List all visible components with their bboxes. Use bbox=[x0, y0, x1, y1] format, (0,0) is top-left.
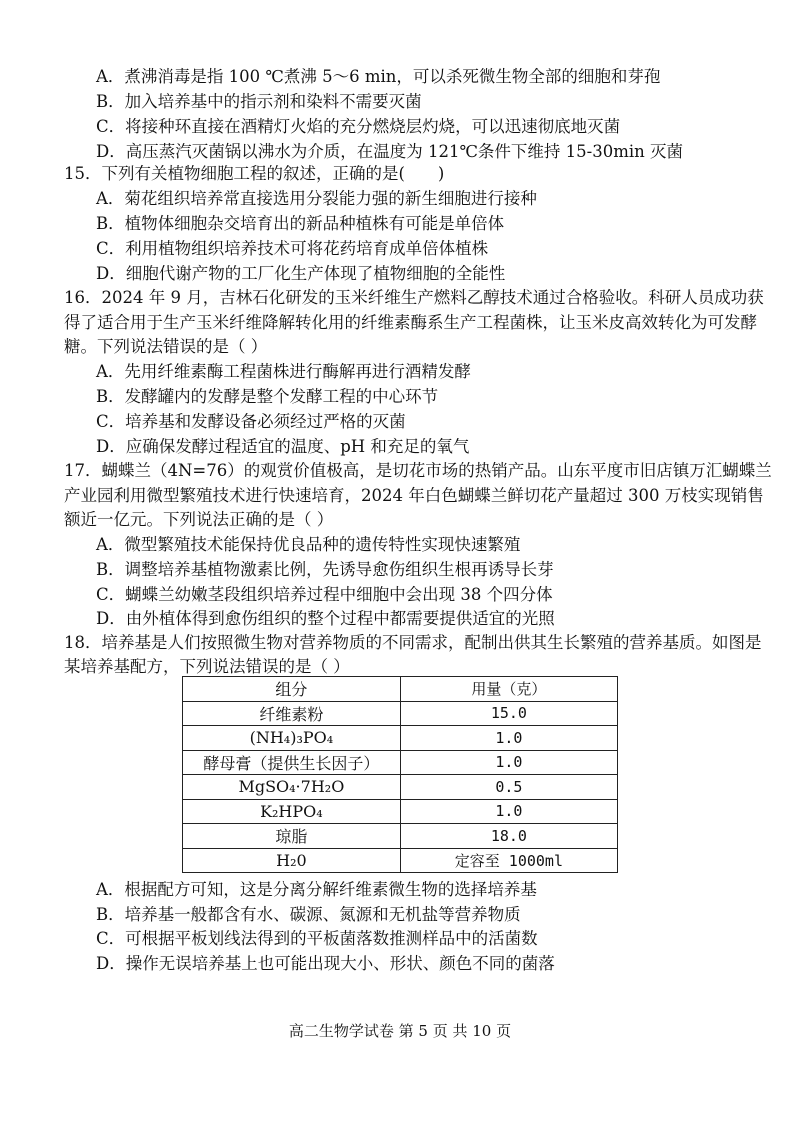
table-cell-amount: 1.0 bbox=[400, 726, 617, 751]
table-row bbox=[183, 750, 618, 775]
q15-option-c: C．利用植物组织培养技术可将花药培育成单倍体植株 bbox=[96, 239, 489, 258]
table-cell-component: MgSO₄·7H₂O bbox=[183, 775, 401, 800]
q15-option-d: D．细胞代谢产物的工厂化生产体现了植物细胞的全能性 bbox=[96, 264, 506, 283]
q16-option-b: B．发酵罐内的发酵是整个发酵工程的中心环节 bbox=[96, 387, 439, 406]
page-footer: 高二生物学试卷 第 5 页 共 10 页 bbox=[288, 1022, 512, 1040]
q14-option-d: D．高压蒸汽灭菌锅以沸水为介质，在温度为 121℃条件下维持 15-30min 灭菌 bbox=[96, 142, 684, 161]
table-cell-component: 琼脂 bbox=[183, 824, 401, 849]
table-cell-amount: 0.5 bbox=[400, 775, 617, 800]
q15-stem: 15．下列有关植物细胞工程的叙述，正确的是( ) bbox=[64, 164, 445, 183]
table-row bbox=[183, 726, 618, 751]
table-cell-component: 纤维素粉 bbox=[183, 701, 401, 726]
q18-stem-line-1: 18．培养基是人们按照微生物对营养物质的不同需求，配制出供其生长繁殖的营养基质。如图是 bbox=[64, 633, 762, 652]
q16-option-a: A．先用纤维素酶工程菌株进行酶解再进行酒精发酵 bbox=[96, 362, 471, 381]
table-cell-component: (NH₄)₃PO₄ bbox=[183, 726, 401, 751]
medium-recipe-table bbox=[182, 676, 618, 873]
table-cell-amount: 18.0 bbox=[400, 824, 617, 849]
table-row bbox=[183, 775, 618, 800]
table-cell-component: K₂HPO₄ bbox=[183, 799, 401, 824]
q18-option-b: B．培养基一般都含有水、碳源、氮源和无机盐等营养物质 bbox=[96, 905, 521, 924]
table-cell-component: 酵母膏（提供生长因子） bbox=[183, 750, 401, 775]
q17-option-d: D．由外植体得到愈伤组织的整个过程中都需要提供适宜的光照 bbox=[96, 609, 555, 628]
q16-option-c: C．培养基和发酵设备必须经过严格的灭菌 bbox=[96, 412, 406, 431]
table-row bbox=[183, 848, 618, 873]
table-cell-amount: 1.0 bbox=[400, 799, 617, 824]
q16-stem-line-2: 得了适合用于生产玉米纤维降解转化用的纤维素酶系生产工程菌株，让玉米皮高效转化为可发酵 bbox=[64, 313, 757, 332]
q14-option-a: A．煮沸消毒是指 100 ℃煮沸 5～6 min，可以杀死微生物全部的细胞和芽孢 bbox=[96, 67, 661, 86]
q16-stem-line-3: 糖。下列说法错误的是（ ） bbox=[64, 337, 268, 356]
q17-option-c: C．蝴蝶兰幼嫩茎段组织培养过程中细胞中会出现 38 个四分体 bbox=[96, 585, 553, 604]
table-cell-amount: 1.0 bbox=[400, 750, 617, 775]
table-cell-amount: 15.0 bbox=[400, 701, 617, 726]
table-header-amount: 用量（克） bbox=[400, 677, 617, 702]
q16-stem-line-1: 16．2024 年 9 月，吉林石化研发的玉米纤维生产燃料乙醇技术通过合格验收。科研人员成功获 bbox=[64, 288, 764, 307]
q16-option-d: D．应确保发酵过程适宜的温度、pH 和充足的氧气 bbox=[96, 437, 470, 456]
table-row bbox=[183, 824, 618, 849]
q18-option-d: D．操作无误培养基上也可能出现大小、形状、颜色不同的菌落 bbox=[96, 954, 555, 973]
table-header-component: 组分 bbox=[183, 677, 401, 702]
table-row bbox=[183, 799, 618, 824]
q14-option-b: B．加入培养基中的指示剂和染料不需要灭菌 bbox=[96, 92, 422, 111]
q14-option-c: C．将接种环直接在酒精灯火焰的充分燃烧层灼烧，可以迅速彻底地灭菌 bbox=[96, 117, 621, 136]
q18-stem-line-2: 某培养基配方，下列说法错误的是（ ） bbox=[64, 657, 350, 676]
q17-stem-line-2: 产业园利用微型繁殖技术进行快速培育，2024 年白色蝴蝶兰鲜切花产量超过 300 万枝实现销售 bbox=[64, 486, 764, 505]
table-cell-amount: 定容至 1000ml bbox=[400, 848, 617, 873]
q15-option-b: B．植物体细胞杂交培育出的新品种植株有可能是单倍体 bbox=[96, 214, 505, 233]
table-row bbox=[183, 701, 618, 726]
q18-option-c: C．可根据平板划线法得到的平板菌落数推测样品中的活菌数 bbox=[96, 929, 538, 948]
q15-option-a: A．菊花组织培养常直接选用分裂能力强的新生细胞进行接种 bbox=[96, 189, 537, 208]
table-cell-component: H₂0 bbox=[183, 848, 401, 873]
q17-stem-line-1: 17．蝴蝶兰（4N=76）的观赏价值极高，是切花市场的热销产品。山东平度市旧店镇万汇蝴蝶兰 bbox=[64, 461, 772, 480]
q18-option-a: A．根据配方可知，这是分离分解纤维素微生物的选择培养基 bbox=[96, 880, 537, 899]
q17-stem-line-3: 额近一亿元。下列说法正确的是（ ） bbox=[64, 510, 334, 529]
table-header-row bbox=[183, 677, 618, 702]
q17-option-b: B．调整培养基植物激素比例，先诱导愈伤组织生根再诱导长芽 bbox=[96, 560, 554, 579]
q17-option-a: A．微型繁殖技术能保持优良品种的遗传特性实现快速繁殖 bbox=[96, 535, 521, 554]
